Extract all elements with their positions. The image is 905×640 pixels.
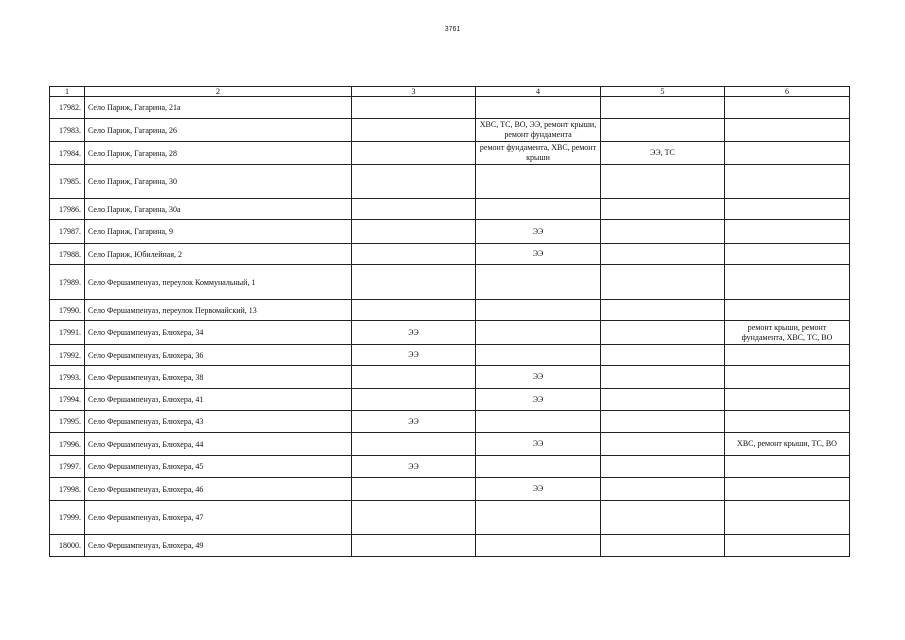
address-cell: Село Фершампенуаз, Блюхера, 36 (85, 345, 352, 366)
column-header: 2 (85, 87, 352, 97)
table-row (50, 321, 850, 345)
col4-cell (476, 199, 601, 220)
row-number-cell: 17984. (50, 142, 85, 165)
address-cell: Село Фершампенуаз, Блюхера, 45 (85, 456, 352, 478)
col4-cell: ЭЭ (476, 433, 601, 456)
col6-cell (725, 300, 850, 321)
col5-cell (601, 411, 725, 433)
col5-cell (601, 366, 725, 389)
row-number-cell: 17994. (50, 389, 85, 411)
registry-table (49, 86, 850, 557)
col6-cell (725, 165, 850, 199)
col3-cell (352, 220, 476, 244)
col4-cell (476, 165, 601, 199)
table-row (50, 165, 850, 199)
address-cell: Село Фершампенуаз, Блюхера, 46 (85, 478, 352, 501)
table-row (50, 142, 850, 165)
col3-cell (352, 97, 476, 119)
col4-cell: ЭЭ (476, 244, 601, 265)
col5-cell (601, 389, 725, 411)
col5-cell (601, 119, 725, 142)
col5-cell (601, 478, 725, 501)
col6-cell: ремонт крыши, ремонт фундамента, ХВС, ТС, ВО (725, 321, 850, 345)
col5-cell (601, 321, 725, 345)
col3-cell (352, 501, 476, 535)
col5-cell (601, 501, 725, 535)
row-number-cell: 17985. (50, 165, 85, 199)
address-cell: Село Фершампенуаз, Блюхера, 47 (85, 501, 352, 535)
table-row (50, 199, 850, 220)
col3-cell: ЭЭ (352, 411, 476, 433)
col6-cell (725, 456, 850, 478)
table-row (50, 478, 850, 501)
row-number-cell: 17983. (50, 119, 85, 142)
col6-cell (725, 244, 850, 265)
col5-cell (601, 97, 725, 119)
col4-cell (476, 345, 601, 366)
col6-cell (725, 501, 850, 535)
col6-cell (725, 220, 850, 244)
address-cell: Село Париж, Гагарина, 30 (85, 165, 352, 199)
col6-cell (725, 478, 850, 501)
col6-cell (725, 199, 850, 220)
column-header: 1 (50, 87, 85, 97)
col3-cell (352, 165, 476, 199)
row-number-cell: 17990. (50, 300, 85, 321)
address-cell: Село Фершампенуаз, Блюхера, 49 (85, 535, 352, 557)
row-number-cell: 17997. (50, 456, 85, 478)
col6-cell (725, 265, 850, 300)
col4-cell: ЭЭ (476, 220, 601, 244)
col3-cell (352, 142, 476, 165)
table-row (50, 265, 850, 300)
header-row (50, 87, 850, 97)
col6-cell (725, 97, 850, 119)
col3-cell (352, 433, 476, 456)
col6-cell (725, 142, 850, 165)
col4-cell (476, 300, 601, 321)
col3-cell: ЭЭ (352, 345, 476, 366)
col6-cell (725, 535, 850, 557)
address-cell: Село Фершампенуаз, переулок Первомайский, 13 (85, 300, 352, 321)
col4-cell: ремонт фундамента, ХВС, ремонт крыши (476, 142, 601, 165)
col3-cell (352, 300, 476, 321)
col5-cell (601, 165, 725, 199)
row-number-cell: 17991. (50, 321, 85, 345)
address-cell: Село Фершампенуаз, Блюхера, 34 (85, 321, 352, 345)
col6-cell (725, 411, 850, 433)
table-row (50, 366, 850, 389)
col3-cell (352, 119, 476, 142)
col5-cell (601, 456, 725, 478)
address-cell: Село Фершампенуаз, Блюхера, 38 (85, 366, 352, 389)
col4-cell (476, 321, 601, 345)
col5-cell (601, 265, 725, 300)
col6-cell (725, 119, 850, 142)
col3-cell (352, 535, 476, 557)
col4-cell: ХВС, ТС, ВО, ЭЭ, ремонт крыши, ремонт фундамента (476, 119, 601, 142)
row-number-cell: 17989. (50, 265, 85, 300)
col3-cell (352, 389, 476, 411)
address-cell: Село Париж, Гагарина, 28 (85, 142, 352, 165)
col3-cell: ЭЭ (352, 321, 476, 345)
col3-cell (352, 478, 476, 501)
address-cell: Село Фершампенуаз, Блюхера, 43 (85, 411, 352, 433)
col5-cell (601, 199, 725, 220)
col5-cell (601, 244, 725, 265)
row-number-cell: 17992. (50, 345, 85, 366)
col6-cell (725, 366, 850, 389)
col5-cell (601, 220, 725, 244)
row-number-cell: 17995. (50, 411, 85, 433)
address-cell: Село Фершампенуаз, Блюхера, 41 (85, 389, 352, 411)
table-row (50, 411, 850, 433)
column-header: 6 (725, 87, 850, 97)
col4-cell (476, 97, 601, 119)
col5-cell (601, 345, 725, 366)
col6-cell (725, 345, 850, 366)
row-number-cell: 17986. (50, 199, 85, 220)
row-number-cell: 17993. (50, 366, 85, 389)
table-row (50, 345, 850, 366)
column-header: 4 (476, 87, 601, 97)
table-row (50, 119, 850, 142)
row-number-cell: 17999. (50, 501, 85, 535)
col5-cell (601, 433, 725, 456)
col4-cell (476, 411, 601, 433)
col3-cell (352, 199, 476, 220)
table-row (50, 389, 850, 411)
col4-cell (476, 535, 601, 557)
row-number-cell: 17988. (50, 244, 85, 265)
table-row (50, 456, 850, 478)
table-row (50, 433, 850, 456)
row-number-cell: 17987. (50, 220, 85, 244)
table-row (50, 220, 850, 244)
col3-cell (352, 366, 476, 389)
col6-cell: ХВС, ремонт крыши, ТС, ВО (725, 433, 850, 456)
col5-cell (601, 535, 725, 557)
col4-cell (476, 265, 601, 300)
table-row (50, 501, 850, 535)
col4-cell (476, 456, 601, 478)
address-cell: Село Париж, Гагарина, 26 (85, 119, 352, 142)
col3-cell (352, 244, 476, 265)
row-number-cell: 18000. (50, 535, 85, 557)
col3-cell: ЭЭ (352, 456, 476, 478)
address-cell: Село Фершампенуаз, переулок Коммунальный, 1 (85, 265, 352, 300)
address-cell: Село Париж, Гагарина, 21а (85, 97, 352, 119)
page-number: 3761 (444, 26, 461, 33)
column-header: 3 (352, 87, 476, 97)
row-number-cell: 17998. (50, 478, 85, 501)
address-cell: Село Париж, Гагарина, 9 (85, 220, 352, 244)
row-number-cell: 17982. (50, 97, 85, 119)
col4-cell: ЭЭ (476, 478, 601, 501)
address-cell: Село Париж, Гагарина, 30а (85, 199, 352, 220)
address-cell: Село Париж, Юбилейная, 2 (85, 244, 352, 265)
table-row (50, 97, 850, 119)
col4-cell: ЭЭ (476, 389, 601, 411)
col4-cell (476, 501, 601, 535)
col4-cell: ЭЭ (476, 366, 601, 389)
table-row (50, 535, 850, 557)
col5-cell: ЭЭ, ТС (601, 142, 725, 165)
column-header: 5 (601, 87, 725, 97)
table-row (50, 244, 850, 265)
col6-cell (725, 389, 850, 411)
table-row (50, 300, 850, 321)
address-cell: Село Фершампенуаз, Блюхера, 44 (85, 433, 352, 456)
row-number-cell: 17996. (50, 433, 85, 456)
col5-cell (601, 300, 725, 321)
col3-cell (352, 265, 476, 300)
